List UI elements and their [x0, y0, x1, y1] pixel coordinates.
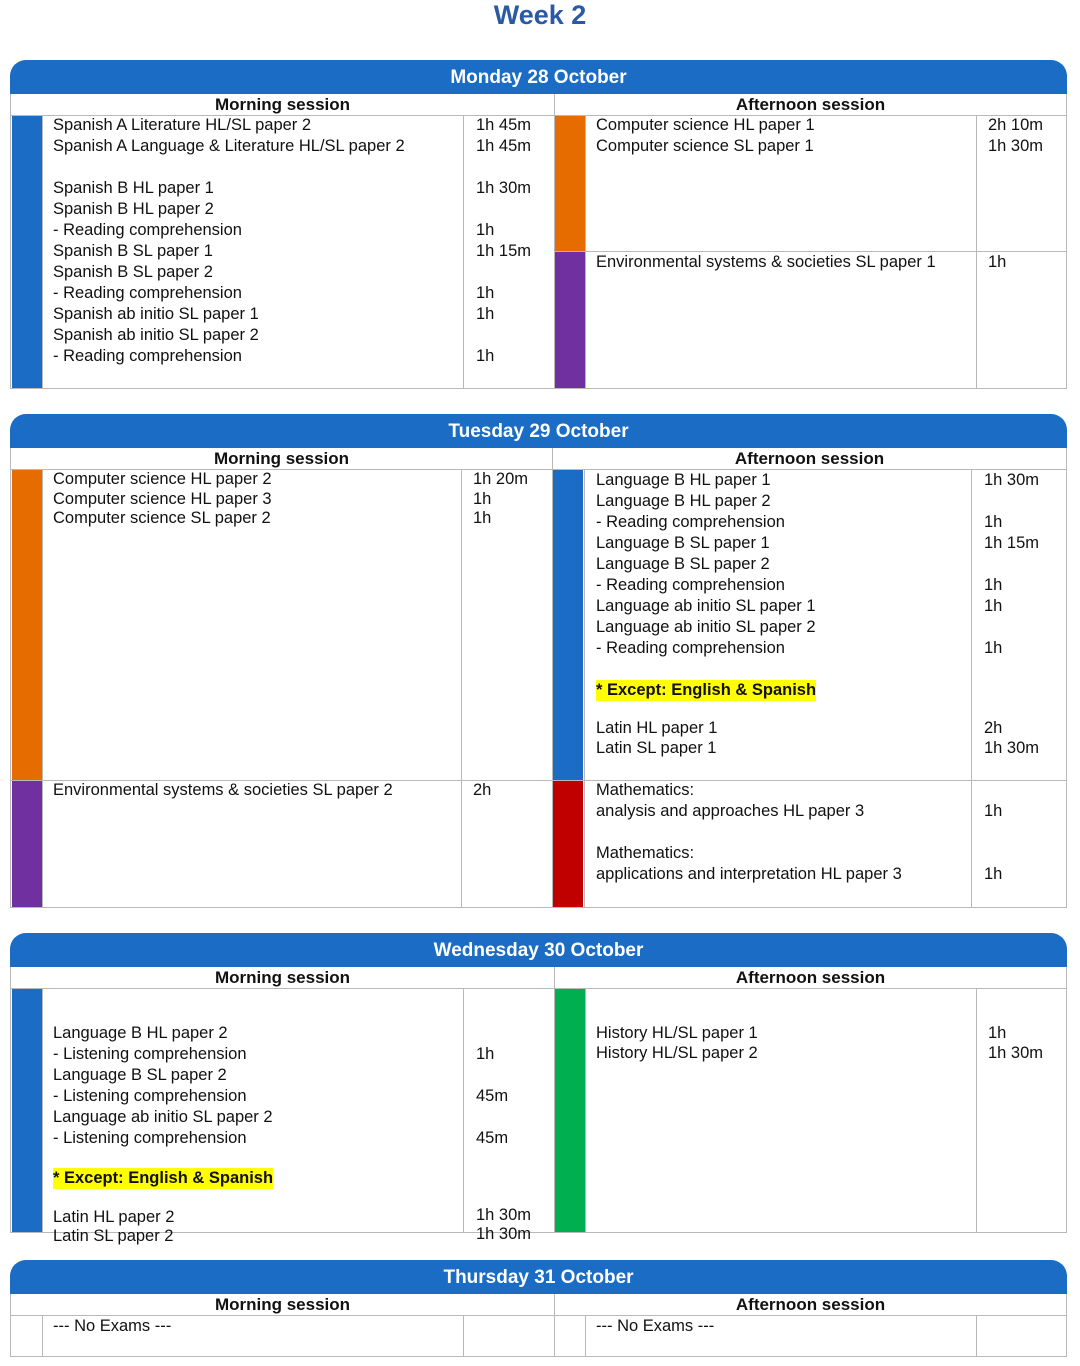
exam-subjects: History HL/SL paper 1 History HL/SL paper 2 [596, 1024, 758, 1062]
subject-color-bar-blue [12, 116, 42, 388]
subject-color-bar-orange [555, 116, 585, 251]
exam-durations: 2h 10m 1h 30m [988, 116, 1044, 155]
morning-session-label: Morning session [11, 94, 554, 116]
subject-color-bar-purple [555, 252, 585, 388]
subject-color-bar-red [553, 781, 583, 907]
day-grid-wednesday [10, 967, 1067, 1245]
exam-subjects: Latin HL paper 1 Latin SL paper 1 [596, 719, 718, 757]
exam-durations: 2h [473, 781, 492, 799]
subject-color-bar-orange [12, 470, 42, 780]
exam-subjects: Mathematics: analysis and approaches HL paper 3 Mathematics: applications and interpretation HL paper 3 [596, 781, 902, 883]
exam-durations: 1h 30m 1h 30m [476, 1206, 532, 1243]
subject-color-bar-purple [12, 781, 42, 907]
exam-durations: 1h 30m 1h 1h 15m 1h 1h 1h [984, 471, 1040, 657]
day-grid-tuesday [10, 448, 1067, 908]
exam-durations: 1h 1h [984, 802, 1003, 883]
day-monday [10, 60, 1067, 389]
day-grid-thursday [10, 1294, 1067, 1357]
afternoon-session-label: Afternoon session [554, 967, 1067, 989]
exam-durations: 1h 45m 45m [476, 1045, 509, 1147]
exam-subjects: Latin HL paper 2 Latin SL paper 2 [53, 1208, 175, 1245]
exam-durations: 1h 45m 1h 45m 1h 30m 1h 1h 15m 1h 1h 1h [476, 116, 532, 365]
day-wednesday [10, 933, 1067, 1245]
subject-color-bar-blue [12, 989, 42, 1232]
exam-durations: 1h 1h 30m [988, 1024, 1044, 1062]
morning-session-label: Morning session [11, 967, 554, 989]
day-header-monday: Monday 28 October [10, 60, 1067, 94]
day-tuesday [10, 414, 1067, 908]
exam-subjects: Language B HL paper 2 - Listening comprehension Language B SL paper 2 - Listening comprehension Language ab initio SL paper 2 - Listening comprehension [53, 1024, 273, 1147]
afternoon-session-label: Afternoon session [554, 94, 1067, 116]
exam-subjects: Computer science HL paper 2 Computer science HL paper 3 Computer science SL paper 2 [53, 470, 272, 527]
exam-durations: 1h [988, 253, 1007, 271]
no-exams-text: --- No Exams --- [53, 1317, 172, 1335]
no-exams-text: --- No Exams --- [596, 1317, 715, 1335]
day-header-wednesday: Wednesday 30 October [10, 933, 1067, 967]
exam-durations: 2h 1h 30m [984, 719, 1040, 757]
exam-subjects: Language B HL paper 1 Language B HL paper 2 - Reading comprehension Language B SL paper 1 Language B SL paper 2 - Reading comprehension Language ab initio SL paper 1 Language ab initio SL paper 2 - Reading comprehension [596, 471, 816, 657]
exam-durations: 1h 20m 1h 1h [473, 470, 529, 527]
day-grid-monday [10, 94, 1067, 389]
subject-color-bar-blue [553, 470, 583, 780]
morning-session-label: Morning session [11, 448, 552, 470]
exam-subjects: Environmental systems & societies SL paper 2 [53, 781, 393, 799]
afternoon-session-label: Afternoon session [552, 448, 1067, 470]
morning-session-label: Morning session [11, 1294, 554, 1316]
exam-subjects: Spanish A Literature HL/SL paper 2 Spanish A Language & Literature HL/SL paper 2 Spanish B HL paper 1 Spanish B HL paper 2 - Reading comprehension Spanish B SL paper 1 Spanish B SL paper 2 - Reading comprehension Spanish ab initio SL paper 1 Spanish ab initio SL paper 2 - Reading comprehension [53, 116, 405, 365]
week-title: Week 2 [493, 0, 587, 30]
except-note: * Except: English & Spanish [53, 1169, 274, 1187]
afternoon-session-label: Afternoon session [554, 1294, 1067, 1316]
exam-subjects: Environmental systems & societies SL paper 1 [596, 253, 936, 271]
day-header-tuesday: Tuesday 29 October [10, 414, 1067, 448]
day-header-thursday: Thursday 31 October [10, 1260, 1067, 1294]
day-thursday [10, 1260, 1067, 1357]
except-note: * Except: English & Spanish [596, 681, 817, 699]
subject-color-bar-green [555, 989, 585, 1232]
exam-subjects: Computer science HL paper 1 Computer science SL paper 1 [596, 116, 815, 155]
